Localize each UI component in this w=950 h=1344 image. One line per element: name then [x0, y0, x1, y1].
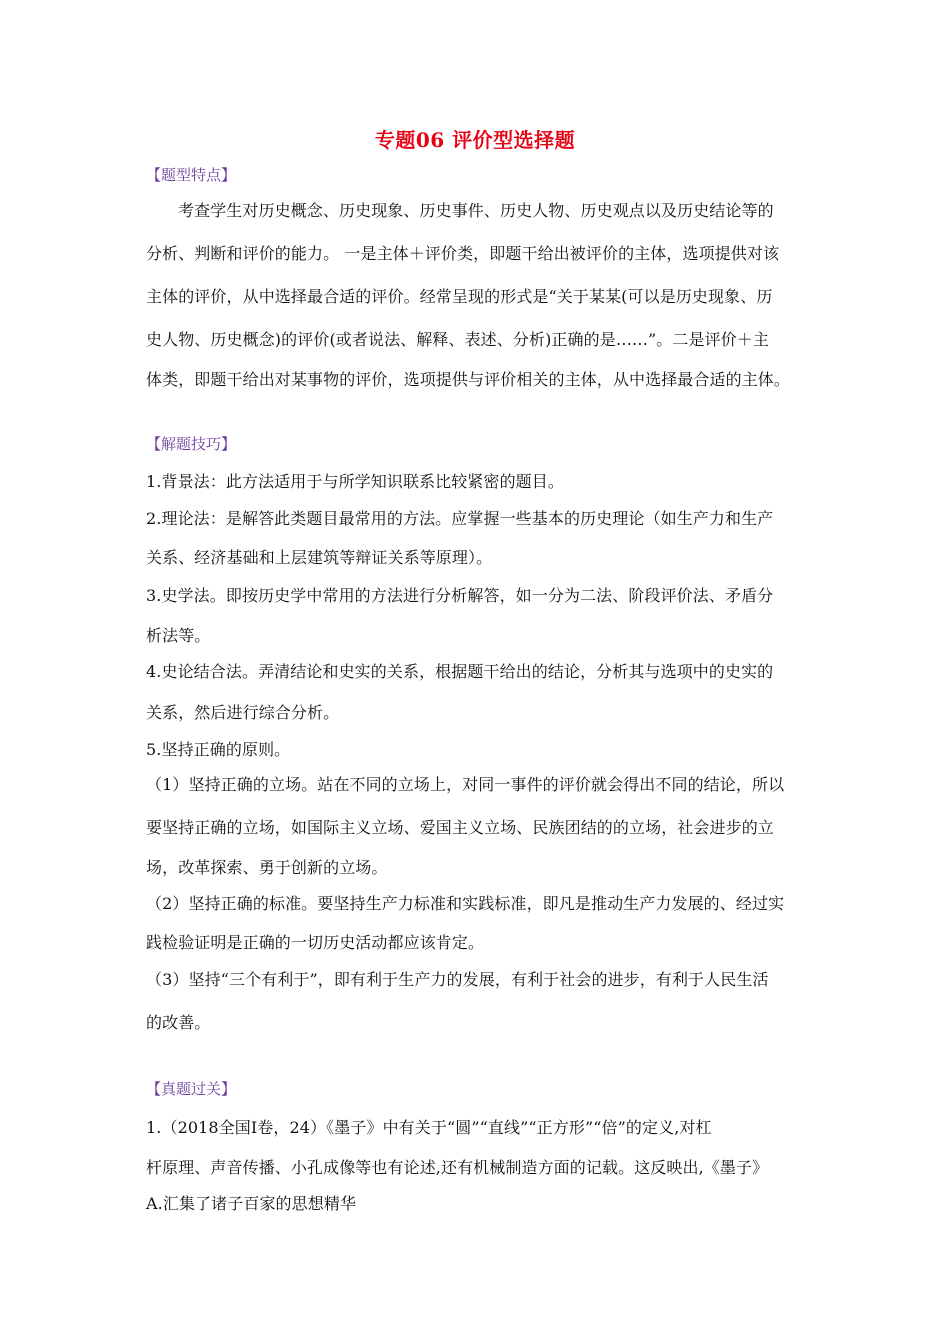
paragraph-line: 体类，即题干给出对某事物的评价，选项提供与评价相关的主体，从中选择最合适的主体。 — [146, 370, 791, 389]
paragraph-line: 4.史论结合法。弄清结论和史实的关系，根据题干给出的结论，分析其与选项中的史实的 — [146, 662, 774, 681]
paragraph-line: 析法等。 — [146, 626, 211, 645]
paragraph-line: 要坚持正确的立场，如国际主义立场、爱国主义立场、民族团结的的立场，社会进步的立 — [146, 818, 774, 837]
section-tag-features: 【题型特点】 — [146, 166, 237, 184]
paragraph-line: 的改善。 — [146, 1013, 211, 1032]
section-tag-exam: 【真题过关】 — [146, 1080, 237, 1098]
paragraph-line: 5.坚持正确的原则。 — [146, 740, 291, 759]
paragraph-line: （1）坚持正确的立场。站在不同的立场上，对同一事件的评价就会得出不同的结论，所以 — [146, 775, 785, 794]
paragraph-line: 史人物、历史概念)的评价(或者说法、解释、表述、分析)正确的是……”。二是评价＋主 — [146, 330, 770, 349]
paragraph-line: （2）坚持正确的标准。要坚持生产力标准和实践标准，即凡是推动生产力发展的、经过实 — [146, 894, 785, 913]
question-line: 杆原理、声音传播、小孔成像等也有论述,还有机械制造方面的记载。这反映出,《墨子》 — [146, 1158, 769, 1177]
paragraph-line: 主体的评价，从中选择最合适的评价。经常呈现的形式是“关于某某(可以是历史现象、历 — [146, 287, 773, 306]
paragraph-line: 1.背景法：此方法适用于与所学知识联系比较紧密的题目。 — [146, 472, 564, 491]
paragraph-line: 考查学生对历史概念、历史现象、历史事件、历史人物、历史观点以及历史结论等的 — [178, 201, 774, 220]
page-title: 专题06 评价型选择题 — [374, 128, 576, 152]
paragraph-line: 3.史学法。即按历史学中常用的方法进行分析解答，如一分为二法、阶段评价法、矛盾分 — [146, 586, 774, 605]
paragraph-line: 分析、判断和评价的能力。 一是主体＋评价类，即题干给出被评价的主体，选项提供对该 — [146, 244, 780, 263]
paragraph-line: 关系，然后进行综合分析。 — [146, 703, 340, 722]
paragraph-line: 践检验证明是正确的一切历史活动都应该肯定。 — [146, 933, 485, 952]
answer-option-a: A.汇集了诸子百家的思想精华 — [146, 1194, 357, 1213]
paragraph-line: 2.理论法：是解答此类题目最常用的方法。应掌握一些基本的历史理论（如生产力和生产 — [146, 509, 774, 528]
paragraph-line: 场，改革探索、勇于创新的立场。 — [146, 858, 388, 877]
paragraph-line: 关系、经济基础和上层建筑等辩证关系等原理）。 — [146, 548, 493, 567]
paragraph-line: （3）坚持“三个有利于”，即有利于生产力的发展，有利于社会的进步，有利于人民生活 — [146, 970, 769, 989]
question-line: 1.（2018全国Ⅰ卷，24）《墨子》中有关于“圆”“直线”“正方形”“倍”的定义,对杠 — [146, 1118, 712, 1137]
section-tag-tips: 【解题技巧】 — [146, 435, 237, 453]
